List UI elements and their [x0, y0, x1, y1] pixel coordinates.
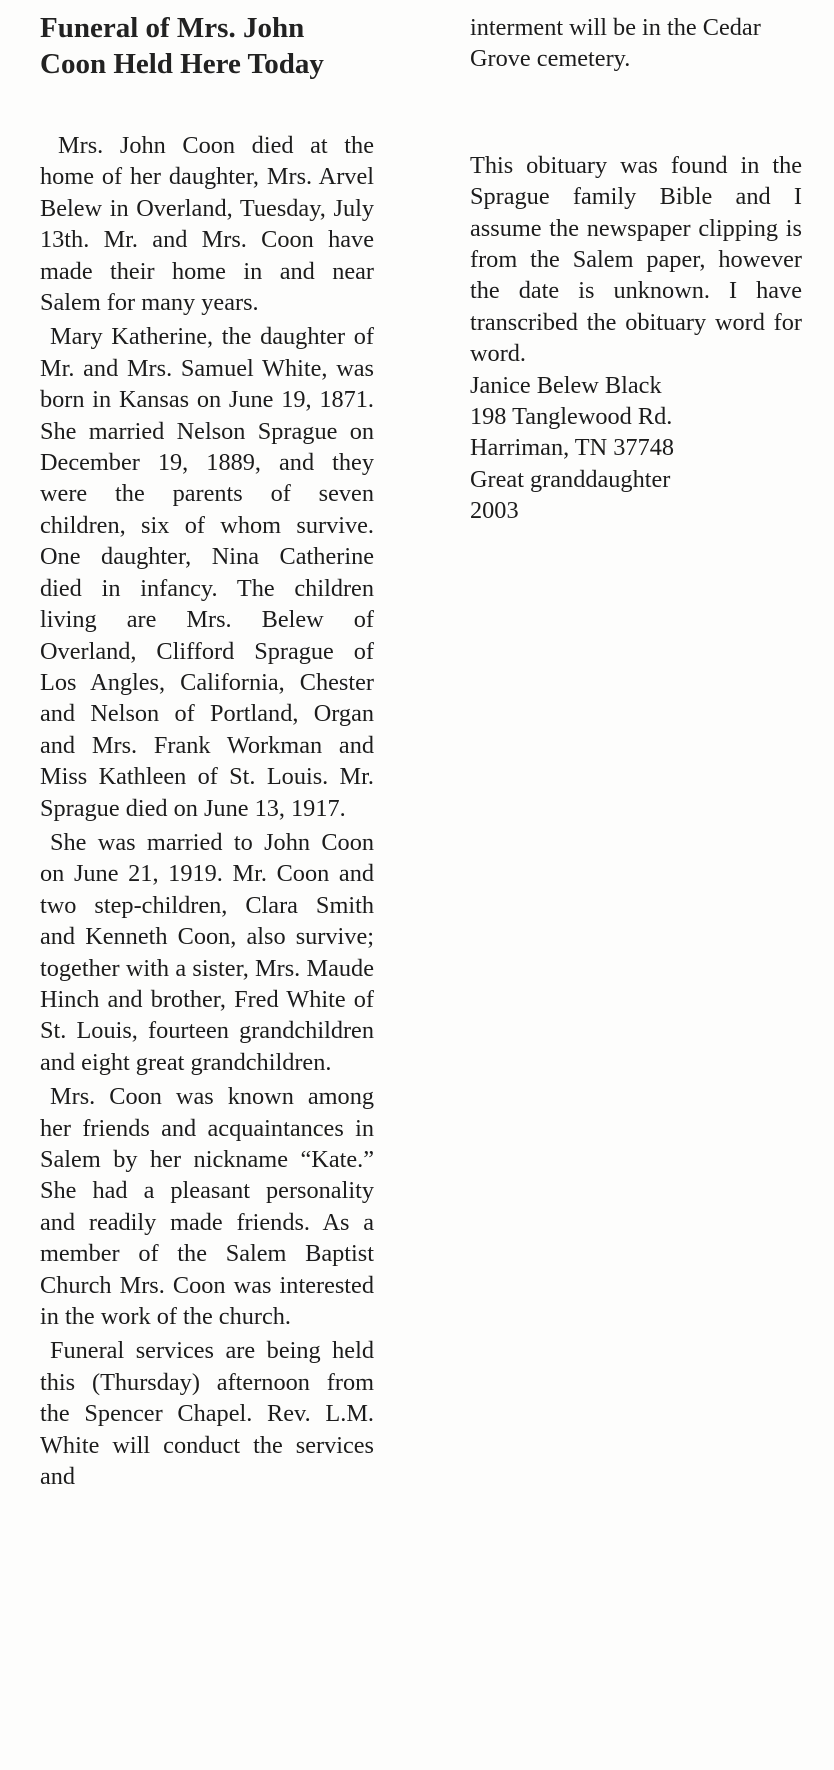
obituary-paragraph-4: Mrs. Coon was known among her friends and acquaintances in Salem by her nickname “Kate.” She had a pleasant personality and readily made friends. As a member of the Salem Baptist Church Mrs. Coon was interested in the work of the church.	[40, 1083, 374, 1331]
obituary-paragraph-5: Funeral services are being held this (Thursday) afternoon from the Spencer Chapel. Rev. L.M. White will conduct the services and	[40, 1337, 374, 1491]
obituary-paragraph-3: She was married to John Coon on June 21, 1919. Mr. Coon and two step-children, Clara Smith and Kenneth Coon, also survive; together with a sister, Mrs. Maude Hinch and brother, Fred White of St. Louis, fourteen grandchildren and eight great grandchildren.	[40, 828, 374, 1076]
headline-line-1: Funeral of Mrs. John	[40, 12, 305, 44]
signature-city: Harriman, TN 37748	[470, 434, 675, 462]
left-column	[40, 10, 374, 1495]
headline-line-2: Coon Held Here Today	[40, 48, 324, 80]
signature-year: 2003	[470, 497, 519, 525]
signature-name: Janice Belew Black	[470, 371, 662, 399]
obituary-paragraph-1: Mrs. John Coon died at the home of her daughter, Mrs. Arvel Belew in Overland, Tuesday, July 13th. Mr. and Mrs. Coon have made their home in and near Salem for many years.	[40, 132, 374, 317]
right-column	[470, 12, 802, 527]
article-headline	[40, 10, 374, 82]
signature-street: 198 Tanglewood Rd.	[470, 403, 673, 431]
obituary-paragraph-2: Mary Katherine, the daughter of Mr. and Mrs. Samuel White, was born in Kansas on June 19, 1871. She married Nelson Sprague on December 19, 1889, and they were the parents of seven children, six of whom survive. One daughter, Nina Catherine died in infancy. The children living are Mrs. Belew of Overland, Clifford Sprague of Los Angles, California, Chester and Nelson of Portland, Organ and Mrs. Frank Workman and Miss Kathleen of St. Louis. Mr. Sprague died on June 13, 1917.	[40, 323, 374, 822]
obituary-continuation: interment will be in the Cedar Grove cemetery.	[470, 14, 761, 73]
signature-relation: Great granddaughter	[470, 465, 671, 493]
transcriber-note: This obituary was found in the Sprague family Bible and I assume the newspaper clipping is from the Salem paper, however the date is unknown. I have transcribed the obituary word for word.	[470, 151, 802, 368]
